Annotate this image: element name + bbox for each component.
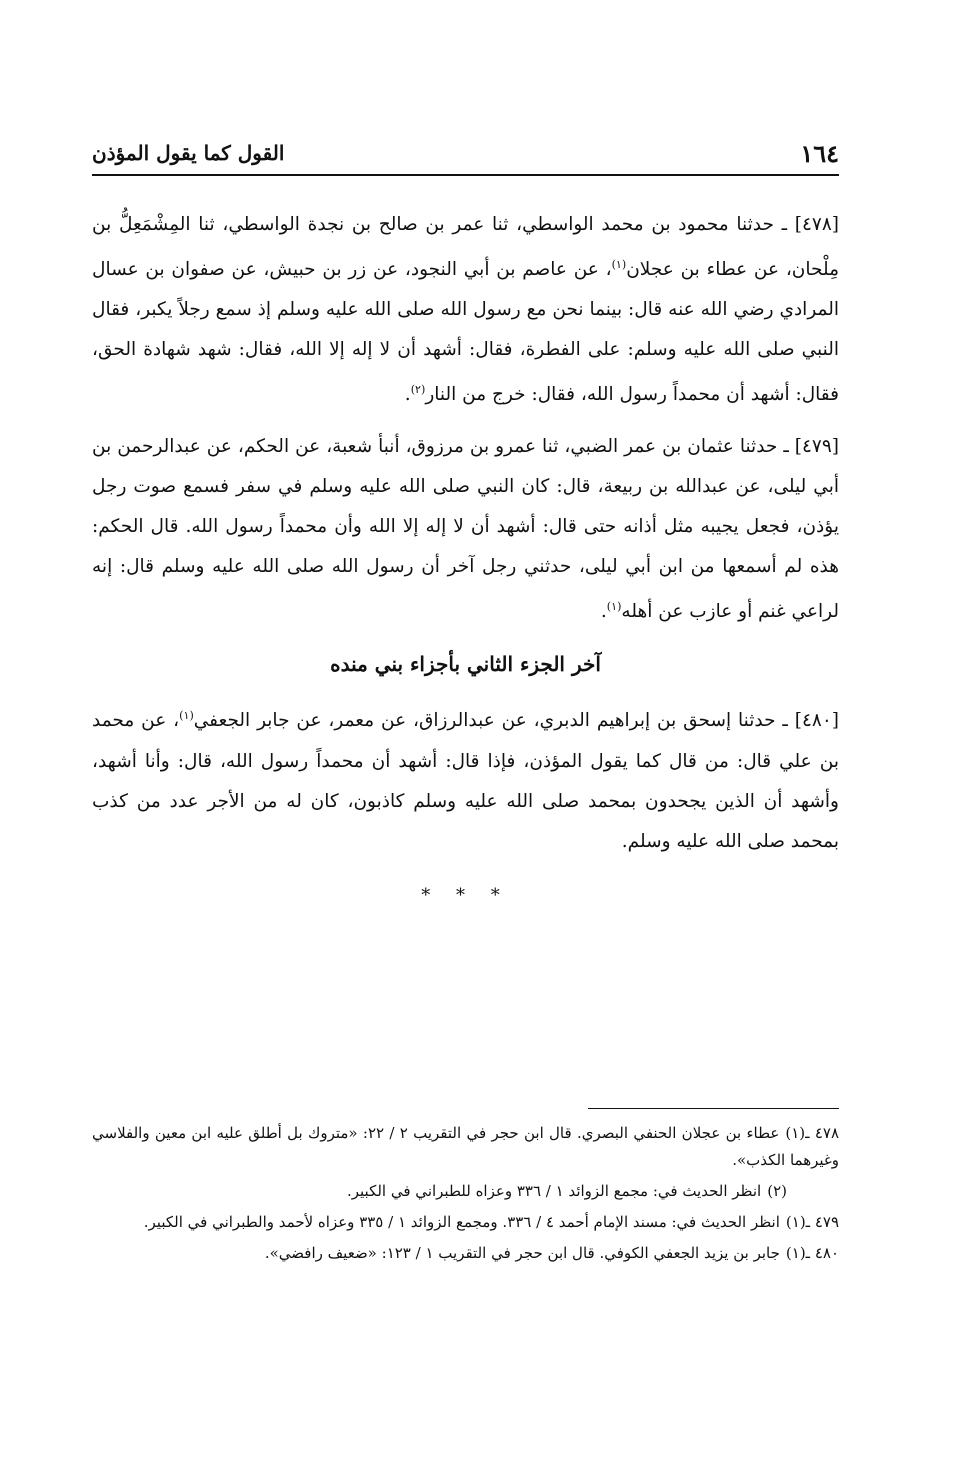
hadith-number: [٤٧٨] — [794, 214, 839, 235]
hadith-478 — [92, 205, 839, 415]
hadith-text: ـ حدثنا إسحق بن إبراهيم الدبري، عن عبدالرزاق، عن معمر، عن جابر الجعفي — [193, 710, 795, 732]
footnote — [92, 1120, 839, 1174]
footnote-ref: (١) — [611, 258, 627, 271]
footnote-label: ٤٨٠ ـ(١) — [785, 1244, 839, 1262]
page-number: ١٦٤ — [800, 138, 839, 168]
section-separator: * * * — [421, 884, 510, 906]
hadith-text: . — [600, 601, 607, 623]
hadith-text: ـ حدثنا محمود بن محمد الواسطي، ثنا عمر بن صالح بن نجدة الواسطي، ثنا المِشْمَعِلُّ بن مِلْحان، عن عطاء بن عجلان — [92, 214, 839, 281]
hadith-number: [٤٧٩] — [794, 436, 839, 458]
section-heading: آخر الجزء الثاني بأجزاء بني منده — [330, 652, 601, 677]
header-rule — [92, 174, 839, 176]
footnote-label: (٢) — [767, 1182, 787, 1200]
footnote-rule — [588, 1108, 839, 1109]
footnote-ref: (١) — [179, 709, 194, 723]
hadith-text: ، عن محمد بن علي قال: من قال كما يقول المؤذن، فإذا قال: أشهد أن محمداً رسول الله، قال: وأنا أشهد، وأشهد أن الذين يجحدون بمحمد صلى الله عليه وسلم كاذبون، كان له من الأجر عدد من كذب بمحمد صلى الله عليه وسلم. — [92, 710, 839, 852]
footnote-label: ٤٧٩ ـ(١) — [785, 1213, 839, 1231]
footnote-ref: (١) — [606, 600, 622, 614]
hadith-text: . — [404, 384, 411, 406]
footnote-text: انظر الحديث في: مجمع الزوائد ١ / ٣٣٦ وعزاه للطبراني في الكبير. — [346, 1182, 762, 1200]
footnote — [92, 1209, 839, 1236]
footnote-text: جابر بن يزيد الجعفي الكوفي. قال ابن حجر في التقريب ١ / ١٢٣: «ضعيف رافضي». — [264, 1244, 780, 1262]
running-title: القول كما يقول المؤذن — [92, 141, 285, 165]
footnote-label: ٤٧٨ ـ(١) — [785, 1124, 840, 1142]
footnote-ref: (٢) — [410, 383, 426, 397]
footnote-text: انظر الحديث في: مسند الإمام أحمد ٤ / ٣٣٦. ومجمع الزوائد ١ / ٣٣٥ وعزاه لأحمد والطبراني في الكبير. — [143, 1213, 780, 1231]
hadith-number: [٤٨٠] — [794, 710, 839, 732]
footnote — [92, 1240, 839, 1267]
page-header — [92, 135, 839, 171]
hadith-text: ، عن عاصم بن أبي النجود، عن زر بن حبيش، عن صفوان بن عسال المرادي رضي الله عنه قال: بينما نحن مع رسول الله صلى الله عليه وسلم إذ سمع رجلاً يكبر، فقال النبي صلى الله عليه وسلم: على الفطرة، فقال: أشهد أن لا إله إلا الله، فقال: شهد شهادة الحق، فقال: أشهد أن محمداً رسول الله، فقال: خرج من النار — [92, 259, 839, 406]
main-text — [92, 205, 839, 934]
footnote-text: عطاء بن عجلان الحنفي البصري. قال ابن حجر في التقريب ٢ / ٢٢: «متروك بل أطلق عليه ابن معين والفلاسي وغيرهما الكذب». — [92, 1124, 839, 1169]
hadith-479 — [92, 427, 839, 632]
footnotes — [92, 1120, 839, 1271]
footnote — [92, 1178, 787, 1205]
hadith-text: ـ حدثنا عثمان بن عمر الضبي، ثنا عمرو بن مرزوق، أنبأ شعبة، عن الحكم، عن عبدالرحمن بن أبي ليلى، عن عبدالله بن ربيعة، قال: كان النبي صلى الله عليه وسلم في سفر فسمع صوت رجل يؤذن، فجعل يجيبه مثل أذانه حتى قال: أشهد أن لا إله إلا الله وأن محمداً رسول الله. قال الحكم: هذه لم أسمعها من ابن أبي ليلى، حدثني رجل آخر أن رسول الله صلى الله عليه وسلم قال: إنه لراعي غنم أو عازب عن أهله — [92, 436, 839, 623]
hadith-480 — [92, 696, 839, 861]
